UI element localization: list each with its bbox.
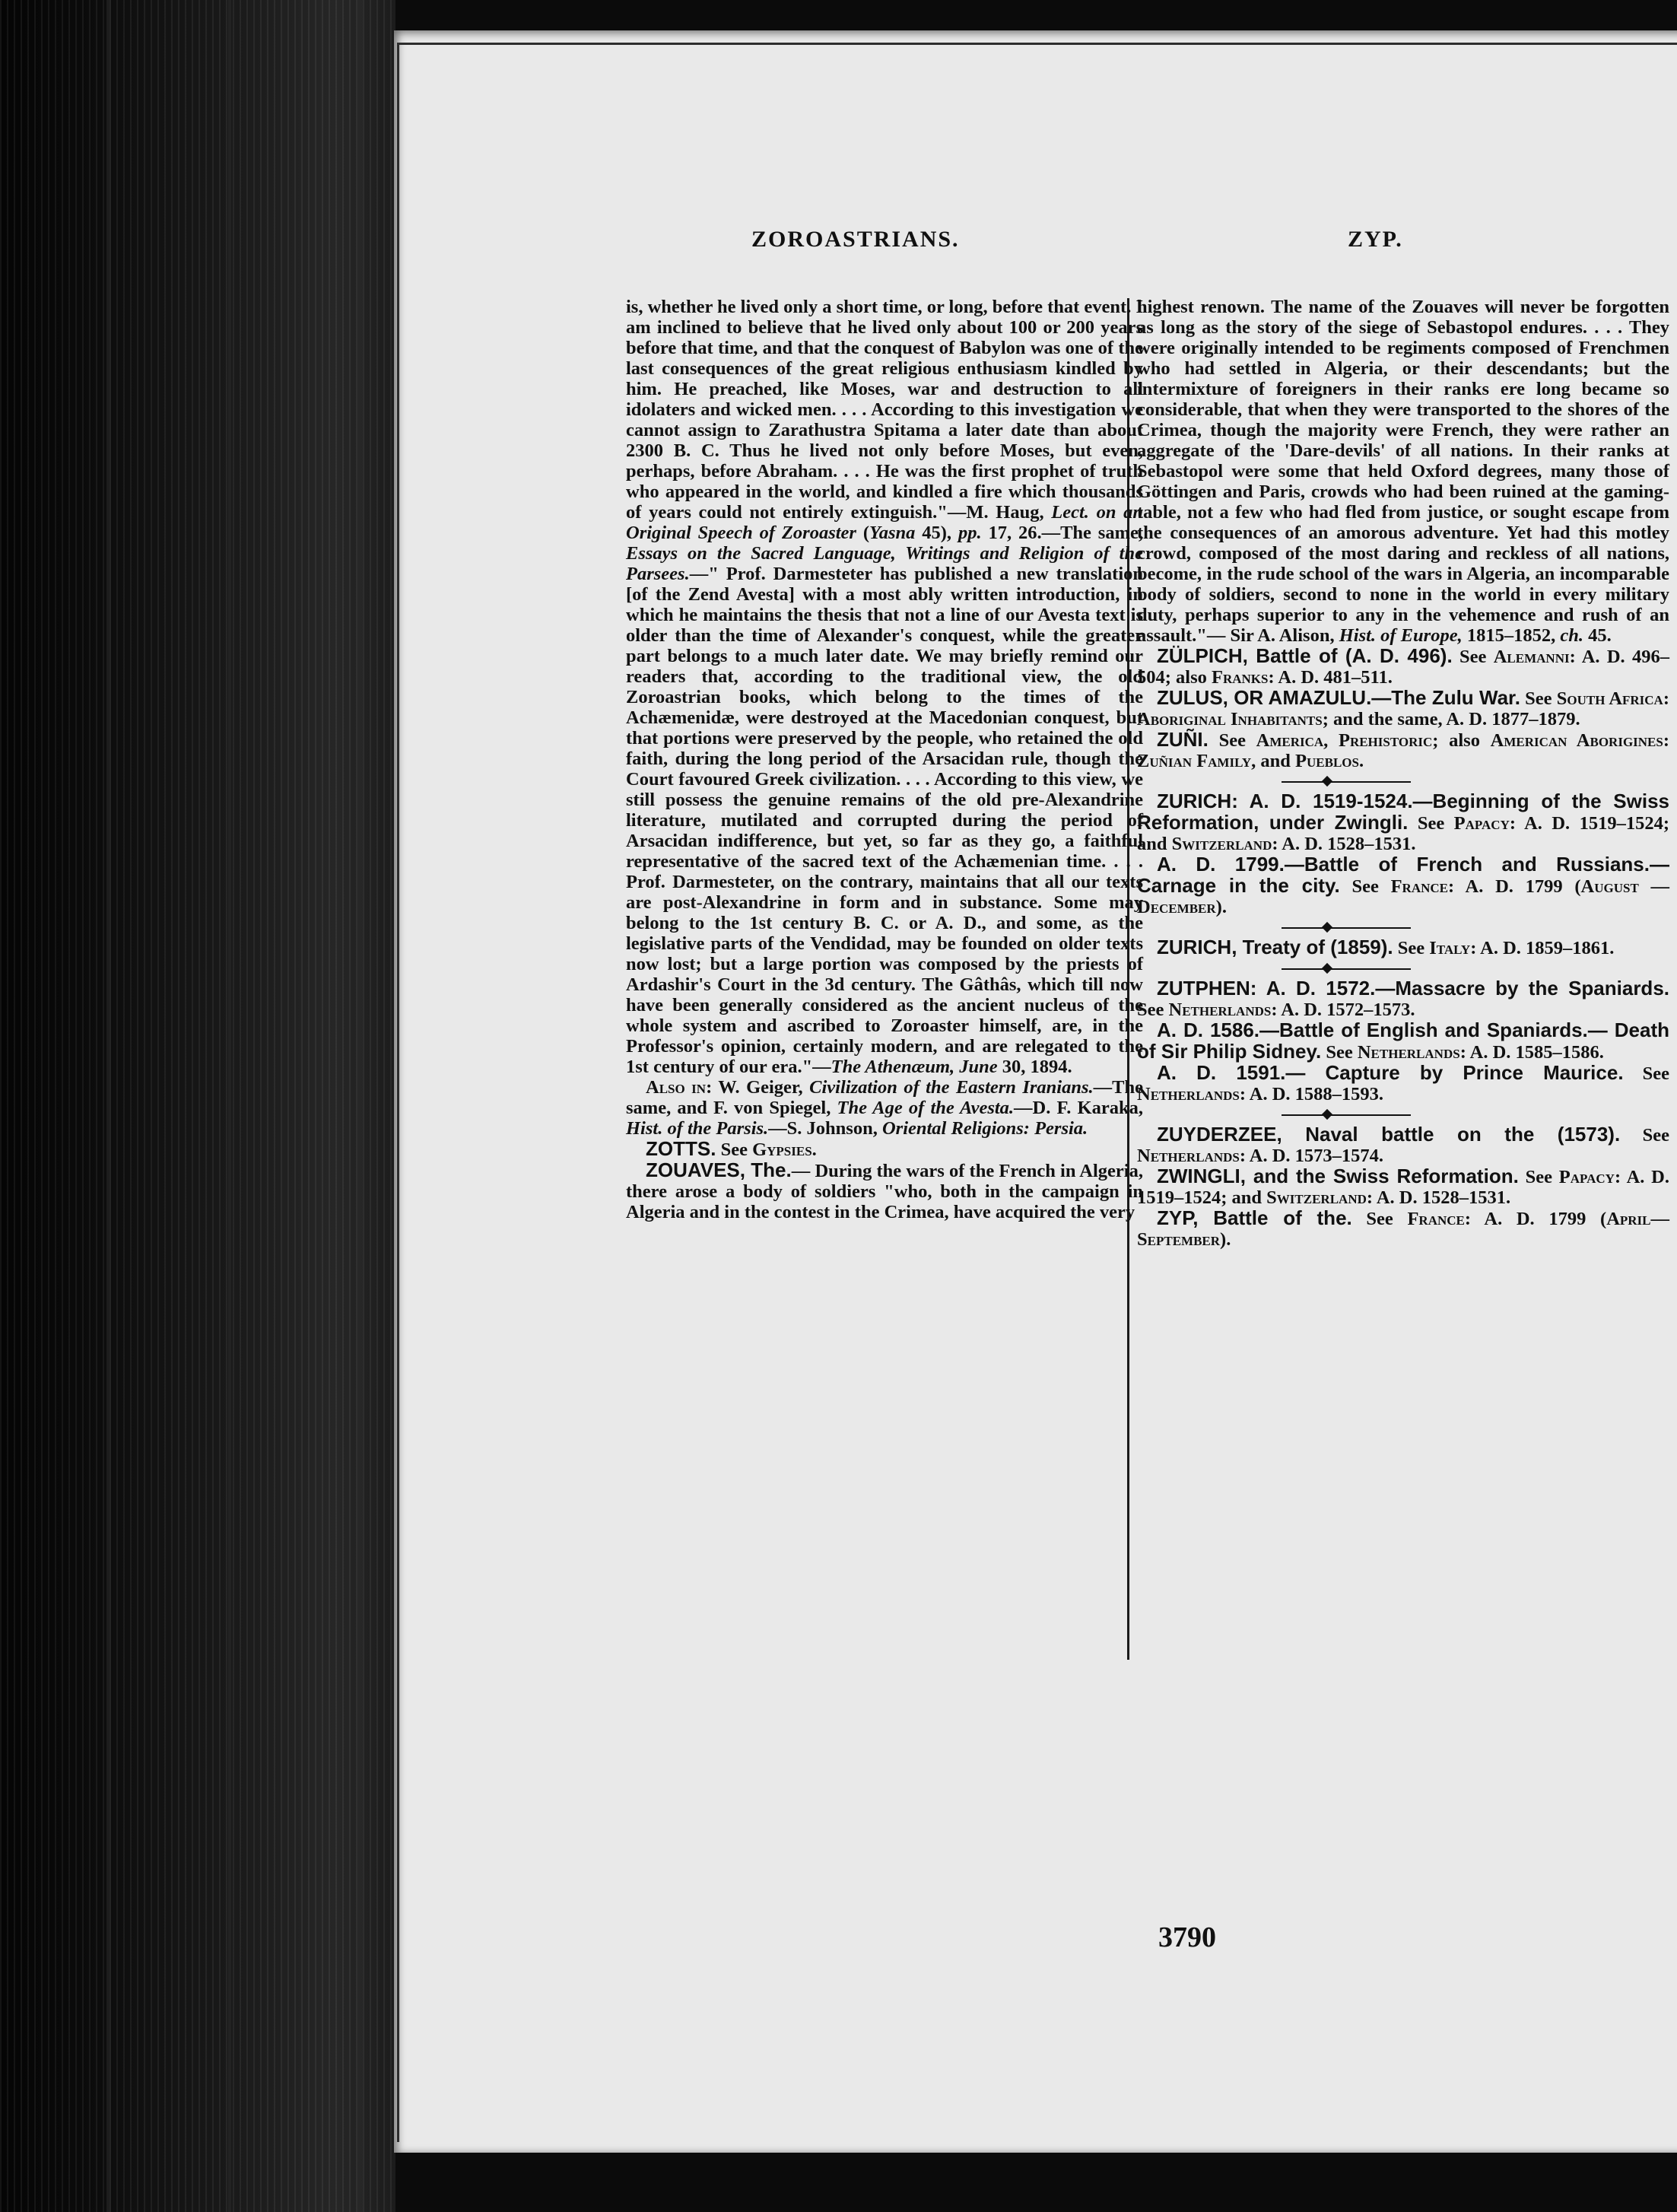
entry-zwingli: ZWINGLI, and the Swiss Reformation. See Papacy: A. D. 1519–1524; and Switzerland: A. D. 1528–1531. <box>1137 1165 1669 1208</box>
section-rule <box>1137 1109 1669 1120</box>
entry-zurich-1799: A. D. 1799.—Battle of French and Russians.— Carnage in the city. See France: A. D. 1799 (August — December). <box>1137 853 1670 917</box>
microfilm-margin <box>0 0 395 2212</box>
entry-zuni: ZUÑI. See America, Prehistoric; also American Aborigines: Zuñian Family, and Pueblos. <box>1137 728 1670 771</box>
left-column <box>626 297 1143 1222</box>
entry-zouaves: ZOUAVES, The.— During the wars of the French in Algeria, there arose a body of soldiers "who, both in the campaign in Algeria and in the contest in the Crimea, have acquired the very <box>626 1158 1143 1222</box>
entry-zulpich: ZÜLPICH, Battle of (A. D. 496). See Alemanni: A. D. 496–504; also Franks: A. D. 481–511. <box>1137 644 1670 688</box>
film-streak <box>106 0 111 2212</box>
entry-zutphen-1572: ZUTPHEN: A. D. 1572.—Massacre by the Spaniards. See Netherlands: A. D. 1572–1573. <box>1137 977 1669 1020</box>
zouaves-continuation: highest renown. The name of the Zouaves will never be forgotten as long as the story of the siege of Sebastopol endures. . . . They were originally intended to be regiments composed of Frenchmen who had settled in Algeria, or their descendants; but the intermixture of foreigners in their ranks ere long became so considerable, that when they were transported to the shores of the Crimea, though the majority were French, they were rather an aggregate of the 'Dare-devils' of all nations. In their ranks at Sebastopol were some that held Oxford degrees, many those of Göttingen and Paris, crowds who had been ruined at the gaming-table, not a few who had fled from justice, or sought escape from the consequences of an amorous adventure. Yet had this motley crowd, composed of the most daring and reckless of all nations, become, in the rude school of the wars in Algeria, an incomparable body of soldiers, second to none in the world in every military duty, perhaps superior to any in the vehemence and rush of an assault."— Sir A. Alison, Hist. of Europe, 1815–1852, ch. 45. <box>1137 297 1669 646</box>
running-head-right: ZYP. <box>1348 227 1403 252</box>
entry-zotts: ZOTTS. See Gypsies. <box>646 1137 817 1160</box>
page-number: 3790 <box>1158 1921 1216 1953</box>
book-page <box>394 30 1677 2153</box>
film-streak <box>357 0 364 2212</box>
entry-zyp: ZYP, Battle of the. See France: A. D. 1799 (April—September). <box>1137 1206 1669 1250</box>
zoroastrians-continuation: is, whether he lived only a short time, or long, before that event. I am inclined to believe that he lived only about 100 or 200 years before that time, and that the conquest of Babylon was one of the last consequences of the great religious enthusiasm kindled by him. He preached, like Moses, war and destruction to all idolaters and wicked men. . . . According to this investigation we cannot assign to Zarathustra Spitama a later date than about 2300 B. C. Thus he lived not only before Moses, but even, perhaps, before Abraham. . . . He was the first prophet of truth who appeared in the world, and kindled a fire which thousands of years could not entirely extinguish."—M. Haug, Lect. on an Original Speech of Zoroaster (Yasna 45), pp. 17, 26.—The same, Essays on the Sacred Language, Writings and Religion of the Parsees.—" Prof. Darmesteter has published a new translation [of the Zend Avesta] with a most ably written introduction, in which he maintains the thesis that not a line of our Avesta text is older than the time of Alexander's conquest, while the greater part belongs to a much later date. We may briefly remind our readers that, according to the traditional view, the old Zoroastrian books, which belong to the times of the Achæmenidæ, were destroyed at the Macedonian conquest, but that portions were preserved by the people, who retained the old faith, during the long period of the Arsacidan rule, though the Court favoured Greek civilization. . . . According to this view, we still possess the genuine remains of the old pre-Alexandrine literature, mutilated and corrupted during the period of Arsacidan indifference, but yet, so far as they go, a faithful representative of the sacred text of the Achæmenian time. . . . Prof. Darmesteter, on the contrary, maintains that all our texts are post-Alexandrine in form and in substance. Some may belong to the 1st century B. C. or A. D., and some, as the legislative parts of the Vendidad, may be founded on older texts now lost; but a large portion was composed by the priests of Ardashir's Court in the 3d century. The Gâthâs, which till now have been generally considered as the ancient nucleus of the whole system and ascribed to Zoroaster himself, are, in the Professor's opinion, certainly modern, and are relegated to the 1st century of our era."—The Athenæum, June 30, 1894. <box>626 297 1143 1077</box>
entry-zurich-treaty: ZURICH, Treaty of (1859). See Italy: A. D. 1859–1861. <box>1157 936 1615 958</box>
entry-zulus: ZULUS, OR AMAZULU.—The Zulu War. See South Africa: Aboriginal Inhabitants; and the same, A. D. 1877–1879. <box>1137 686 1669 729</box>
section-rule <box>1137 922 1669 933</box>
section-rule <box>1137 776 1669 787</box>
film-streak <box>228 0 231 2212</box>
right-column <box>1137 297 1669 1250</box>
running-head-left: ZOROASTRIANS. <box>751 227 960 252</box>
entry-zuyderzee: ZUYDERZEE, Naval battle on the (1573). See Netherlands: A. D. 1573–1574. <box>1137 1123 1670 1166</box>
also-in-references: Also in: W. Geiger, Civilization of the Eastern Iranians.—The same, and F. von Spiegel, The Age of the Avesta.—D. F. Karaka, Hist. of the Parsis.—S. Johnson, Oriental Religions: Persia. <box>626 1077 1143 1139</box>
entry-zutphen-1586: A. D. 1586.—Battle of English and Spaniards.— Death of Sir Philip Sidney. See Netherlands: A. D. 1585–1586. <box>1137 1019 1669 1063</box>
section-rule <box>1137 963 1669 974</box>
entry-zutphen-1591: A. D. 1591.— Capture by Prince Maurice. See Netherlands: A. D. 1588–1593. <box>1137 1061 1669 1104</box>
entry-zurich-1519: ZURICH: A. D. 1519-1524.—Beginning of the Swiss Reformation, under Zwingli. See Papacy: A. D. 1519–1524; and Switzerland: A. D. 1528–1531. <box>1137 790 1670 854</box>
